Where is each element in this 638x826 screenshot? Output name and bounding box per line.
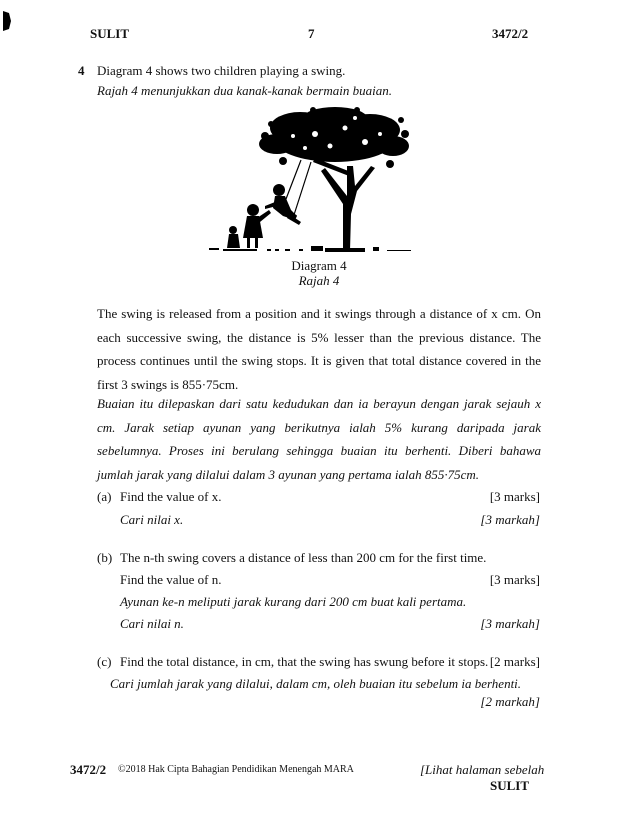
footer-paper-code: 3472/2 (70, 762, 107, 777)
question-body-en: The swing is released from a position and it swings through a distance of x cm. On each successive swing, the distance is 5% lesser than the previous distance. The process continues until the swing stops. It is given that total distance covered in the first 3 swings is 855·75cm. (97, 306, 541, 392)
part-b-marks-ms: [3 markah] (480, 616, 540, 631)
part-a-label: (a) (97, 489, 112, 504)
question-body-ms: Buaian itu dilepaskan dari satu kedudukan dan ia berayun dengan jarak sejauh x cm. Jarak setiap ayunan yang berikutnya ialah 5% kurang daripada jarak sebelumnya. Proses ini berulang sehingga buaian itu berhenti. Diberi bahawa jumlah jarak yang dilalui dalam 3 ayunan yang pertama ialah 855·75cm. (97, 396, 541, 482)
question-number: 4 (78, 63, 85, 78)
footer-next-page: [Lihat halaman sebelah (420, 762, 545, 777)
part-b-text-ms-2: Cari nilai n. (120, 616, 184, 631)
diagram-swing-figure (205, 106, 415, 256)
question-intro-ms: Rajah 4 menunjukkan dua kanak-kanak bermain buaian. (97, 83, 392, 98)
header-left: SULIT (90, 26, 130, 41)
part-b-label: (b) (97, 550, 113, 565)
part-b-text-en-2: Find the value of n. (120, 572, 222, 587)
part-a-marks-ms: [3 markah] (480, 512, 540, 527)
question-intro-en: Diagram 4 shows two children playing a swing. (97, 63, 346, 78)
part-b-text-ms-1: Ayunan ke-n meliputi jarak kurang dari 200 cm buat kali pertama. (120, 594, 467, 609)
part-a-marks-en: [3 marks] (489, 489, 540, 504)
part-c-text-en: Find the total distance, in cm, that the swing has swung before it stops. (120, 654, 489, 669)
figure-caption-ms: Rajah 4 (298, 273, 340, 288)
scan-mark (2, 10, 12, 32)
part-c-label: (c) (97, 654, 112, 669)
part-c-marks-ms: [2 markah] (480, 694, 540, 709)
part-b-text-en-1: The n-th swing covers a distance of less than 200 cm for the first time. (120, 550, 487, 565)
part-b-marks-en: [3 marks] (489, 572, 540, 587)
part-c-marks-en: [2 marks] (489, 654, 540, 669)
header-page-number: 7 (308, 26, 315, 41)
part-a-text-en: Find the value of x. (120, 489, 222, 504)
footer-copyright: ©2018 Hak Cipta Bahagian Pendidikan Menengah MARA (118, 764, 354, 775)
part-a-text-ms: Cari nilai x. (120, 512, 184, 527)
part-c-text-ms: Cari jumlah jarak yang dilalui, dalam cm, oleh buaian itu sebelum ia berhenti. (110, 676, 522, 691)
figure-caption-en: Diagram 4 (291, 258, 347, 273)
footer-sulit: SULIT (490, 778, 530, 793)
header-paper-code: 3472/2 (492, 26, 529, 41)
